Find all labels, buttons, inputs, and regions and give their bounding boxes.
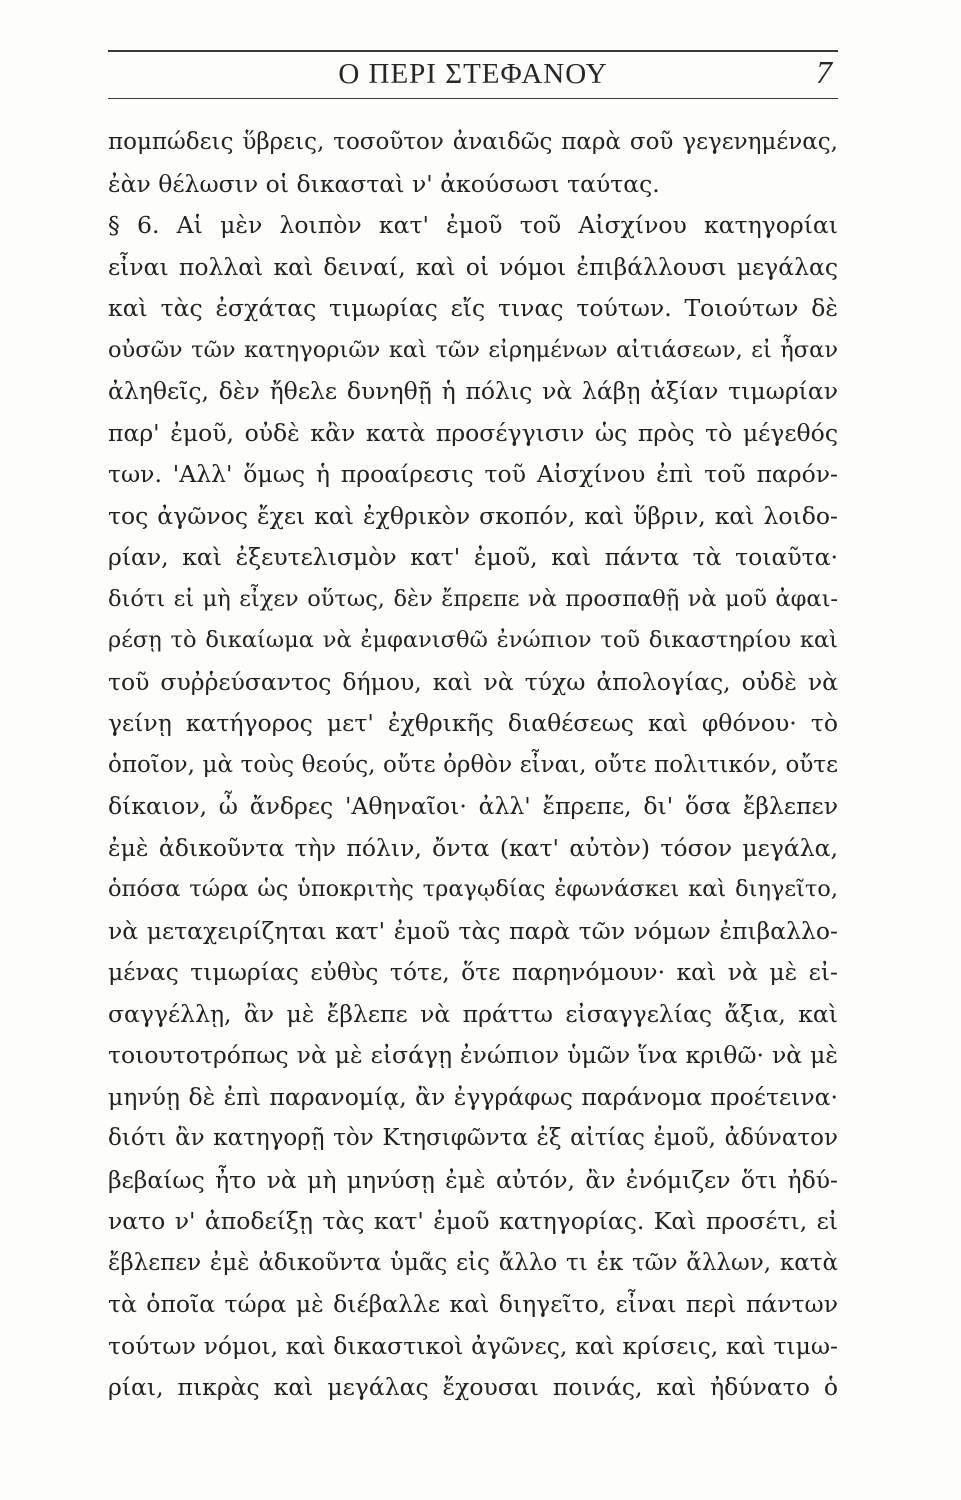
text-line: νατο ν' ἀποδείξῃ τὰς κατ' ἐμοῦ κατηγορίας. Καὶ προσέτι, εἰ: [108, 1207, 838, 1235]
text-line: τοιουτοτρόπως νὰ μὲ εἰσάγῃ ἐνώπιον ὑμῶν ἵνα κριθῶ· νὰ μὲ: [108, 1041, 838, 1069]
page-header: [108, 46, 838, 104]
text-line: ἀληθεῖς, δὲν ἤθελε δυνηθῇ ἡ πόλις νὰ λάβῃ ἀξίαν τιμωρίαν: [108, 377, 838, 405]
text-line: παρ' ἐμοῦ, οὐδὲ κἂν κατὰ προσέγγισιν ὡς πρὸς τὸ μέγεθός: [108, 418, 838, 447]
text-line: ἐὰν θέλωσιν οἱ δικασταὶ ν' ἀκούσωσι ταύτας.: [108, 169, 660, 198]
text-line: μένας τιμωρίας εὐθὺς τότε, ὅτε παρηνόμουν· καὶ νὰ μὲ εἰ-: [108, 958, 838, 986]
text-line: διότι εἰ μὴ εἶχεν οὕτως, δὲν ἔπρεπε νὰ προσπαθῇ νὰ μοῦ ἀφαι-: [108, 585, 838, 612]
text-line: § 6. Αἱ μὲν λοιπὸν κατ' ἐμοῦ τοῦ Αἰσχίνου κατηγορίαι: [108, 211, 838, 239]
text-line: των. 'Αλλ' ὅμως ἡ προαίρεσις τοῦ Αἰσχίνου ἐπὶ τοῦ παρόν-: [108, 460, 838, 488]
text-line: ρέσῃ τὸ δικαίωμα νὰ ἐμφανισθῶ ἐνώπιον τοῦ δικαστηρίου καὶ: [108, 627, 838, 653]
text-line: μηνύῃ δὲ ἐπὶ παρανομίᾳ, ἂν ἐγγράφως παράνομα προέτεινα·: [108, 1082, 838, 1111]
header-rule-bottom: [108, 98, 838, 99]
text-line: δίκαιον, ὦ ἄνδρες 'Αθηναῖοι· ἀλλ' ἔπρεπε, δι' ὅσα ἔβλεπεν: [108, 792, 838, 820]
text-line: βεβαίως ἦτο νὰ μὴ μηνύσῃ ἐμὲ αὐτόν, ἂν ἐνόμιζεν ὅτι ἠδύ-: [108, 1165, 838, 1194]
text-line: τοῦ συῤῥεύσαντος δήμου, καὶ νὰ τύχω ἀπολογίας, οὐδὲ νὰ: [108, 667, 838, 696]
text-line: τος ἀγῶνος ἔχει καὶ ἐχθρικὸν σκοπόν, καὶ ὕβριν, καὶ λοιδο-: [108, 501, 838, 530]
text-line: καὶ τὰς ἐσχάτας τιμωρίας εἴς τινας τούτων. Τοιούτων δὲ: [108, 294, 838, 322]
text-line: διότι ἂν κατηγορῇ τὸν Κτησιφῶντα ἐξ αἰτίας ἐμοῦ, ἀδύνατον: [108, 1125, 838, 1151]
text-line: ὁπόσα τώρα ὡς ὑποκριτὴς τραγῳδίας ἐφωνάσκει καὶ διηγεῖτο,: [108, 876, 838, 902]
body-text: [108, 122, 838, 1409]
text-line: οὐσῶν τῶν κατηγοριῶν καὶ τῶν εἰρημένων αἰτιάσεων, εἰ ἦσαν: [108, 336, 838, 363]
text-line: εἶναι πολλαὶ καὶ δειναί, καὶ οἱ νόμοι ἐπιβάλλουσι μεγάλας: [108, 252, 838, 281]
text-line: ρίαν, καὶ ἐξευτελισμὸν κατ' ἐμοῦ, καὶ πάντα τὰ τοιαῦτα·: [108, 543, 838, 571]
text-line: ἐμὲ ἀδικοῦντα τὴν πόλιν, ὄντα (κατ' αὐτὸν) τόσον μεγάλα,: [108, 833, 838, 862]
text-line: πομπώδεις ὕβρεις, τοσοῦτον ἀναιδῶς παρὰ σοῦ γεγενημένας,: [108, 129, 838, 155]
text-line: ἔβλεπεν ἐμὲ ἀδικοῦντα ὑμᾶς εἰς ἄλλο τι ἐκ τῶν ἄλλων, κατὰ: [108, 1249, 838, 1276]
text-line: γείνῃ κατήγορος μετ' ἐχθρικῆς διαθέσεως καὶ φθόνου· τὸ: [108, 709, 838, 737]
page-number: 7: [816, 54, 832, 90]
text-line: τὰ ὁποῖα τώρα μὲ διέβαλλε καὶ διηγεῖτο, εἶναι περὶ πάντων: [108, 1290, 838, 1318]
text-line: τούτων νόμοι, καὶ δικαστικοὶ ἀγῶνες, καὶ κρίσεις, καὶ τιμω-: [108, 1331, 838, 1360]
text-line: σαγγέλλῃ, ἂν μὲ ἔβλεπε νὰ πράττω εἰσαγγελίας ἄξια, καὶ: [108, 999, 838, 1028]
header-rule-top: [108, 50, 838, 52]
text-line: ὁποῖον, μὰ τοὺς θεούς, οὔτε ὀρθὸν εἶναι, οὔτε πολιτικόν, οὔτε: [108, 751, 838, 778]
text-line: νὰ μεταχειρίζηται κατ' ἐμοῦ τὰς παρὰ τῶν νόμων ἐπιβαλλο-: [108, 916, 838, 945]
running-title: Ο ΠΕΡΙ ΣΤΕΦΑΝΟΥ: [338, 58, 608, 90]
text-line: ρίαι, πικρὰς καὶ μεγάλας ἔχουσαι ποινάς, καὶ ἠδύνατο ὁ: [108, 1373, 838, 1401]
